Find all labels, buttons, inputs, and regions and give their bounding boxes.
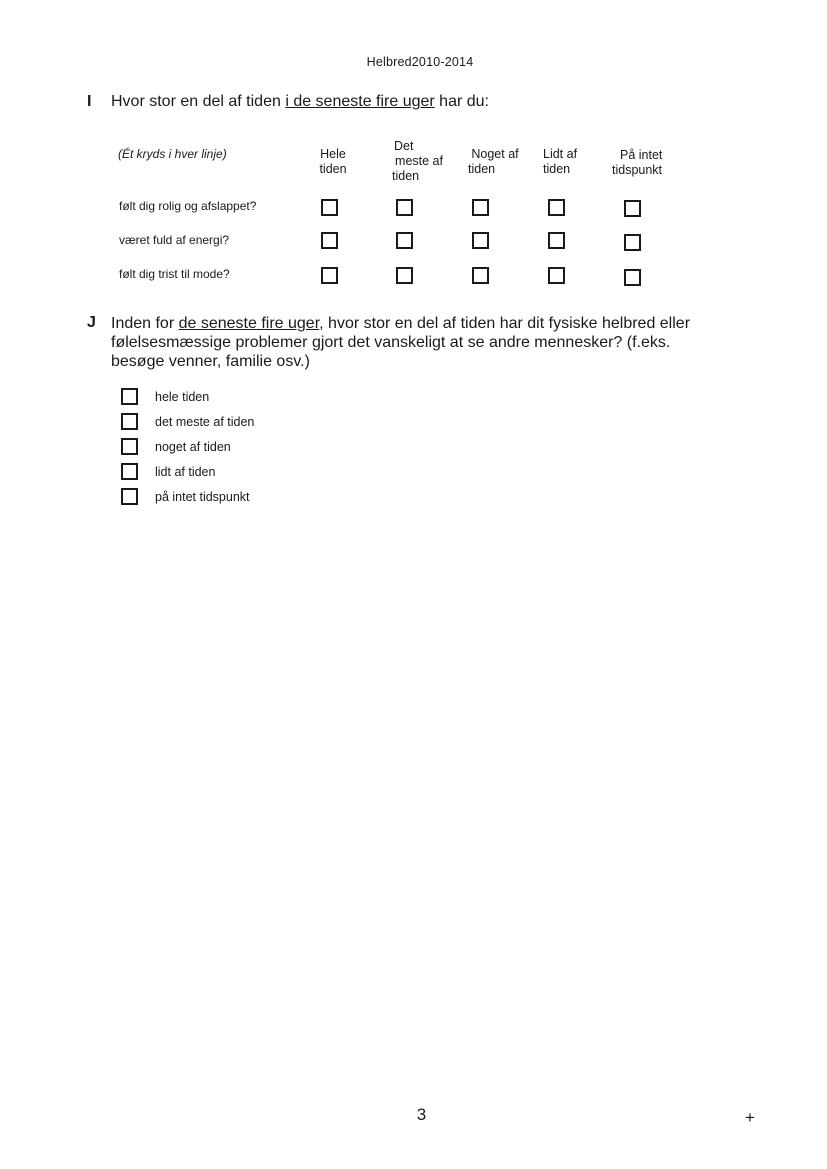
question-j-text: [111, 314, 751, 371]
question-j-letter: J: [87, 314, 96, 331]
question-i-text-after: har du:: [434, 93, 489, 110]
corner-registration-mark: +: [745, 1108, 755, 1127]
question-j-line-2: følelsesmæssige problemer gjort det vanskeligt at se andre mennesker? (f.eks.: [111, 334, 671, 351]
column-header-hele-tiden: [303, 147, 363, 177]
checkbox-energi-intet[interactable]: [624, 234, 641, 251]
row-label-rolig: følt dig rolig og afslappet?: [119, 199, 257, 213]
option-label-noget: noget af tiden: [155, 440, 231, 454]
column-header-line: Hele: [320, 147, 346, 161]
question-j-line1-before: Inden for: [111, 315, 179, 332]
checkbox-trist-noget[interactable]: [472, 267, 489, 284]
question-i-instruction: (Ét kryds i hver linje): [118, 147, 227, 161]
checkbox-j-hele-tiden[interactable]: [121, 388, 138, 405]
column-header-line: Lidt af: [543, 147, 578, 161]
row-label-energi: været fuld af energi?: [119, 233, 230, 247]
column-header-line: Noget af: [471, 147, 519, 161]
column-header-paa-intet-tidspunkt: [612, 148, 692, 178]
column-header-line: tiden: [319, 162, 347, 176]
column-header-line: tiden: [543, 162, 571, 176]
question-j-line1-after: , hvor stor en del af tiden har dit fysiske helbred eller: [319, 315, 691, 332]
checkbox-energi-hele-tiden[interactable]: [321, 232, 338, 249]
question-j-line1-underlined: de seneste fire uger: [178, 315, 320, 332]
checkbox-rolig-intet[interactable]: [624, 200, 641, 217]
question-i-text: [111, 92, 489, 111]
checkbox-j-noget[interactable]: [121, 438, 138, 455]
checkbox-j-intet[interactable]: [121, 488, 138, 505]
question-j-line-1: [111, 314, 751, 333]
column-header-det-meste-af-tiden: [382, 139, 456, 184]
option-label-hele-tiden: hele tiden: [155, 390, 210, 404]
column-header-line: meste af: [395, 154, 443, 168]
checkbox-rolig-hele-tiden[interactable]: [321, 199, 338, 216]
checkbox-trist-det-meste[interactable]: [396, 267, 413, 284]
checkbox-trist-hele-tiden[interactable]: [321, 267, 338, 284]
checkbox-energi-noget[interactable]: [472, 232, 489, 249]
column-header-line: tidspunkt: [612, 163, 663, 177]
column-header-noget-af-tiden: [462, 147, 528, 177]
page-number: 3: [416, 1105, 427, 1124]
question-i-text-before: Hvor stor en del af tiden: [111, 93, 286, 110]
option-label-det-meste: det meste af tiden: [155, 415, 255, 429]
checkbox-rolig-noget[interactable]: [472, 199, 489, 216]
column-header-line: Det: [394, 139, 414, 153]
column-header-line: På intet: [620, 148, 663, 162]
column-header-line: tiden: [468, 162, 496, 176]
option-label-intet: på intet tidspunkt: [155, 490, 250, 504]
checkbox-trist-intet[interactable]: [624, 269, 641, 286]
option-label-lidt: lidt af tiden: [155, 465, 216, 479]
question-i-letter: I: [87, 93, 92, 110]
column-header-lidt-af-tiden: [537, 147, 593, 177]
column-header-line: tiden: [392, 169, 420, 183]
checkbox-rolig-lidt[interactable]: [548, 199, 565, 216]
page-header: Helbred2010-2014: [366, 55, 474, 69]
checkbox-j-det-meste[interactable]: [121, 413, 138, 430]
question-j-line-3: besøge venner, familie osv.): [111, 353, 310, 370]
checkbox-j-lidt[interactable]: [121, 463, 138, 480]
checkbox-energi-lidt[interactable]: [548, 232, 565, 249]
checkbox-trist-lidt[interactable]: [548, 267, 565, 284]
checkbox-rolig-det-meste[interactable]: [396, 199, 413, 216]
question-i-text-underlined: i de seneste fire uger: [285, 93, 435, 110]
checkbox-energi-det-meste[interactable]: [396, 232, 413, 249]
row-label-trist: følt dig trist til mode?: [119, 267, 230, 281]
